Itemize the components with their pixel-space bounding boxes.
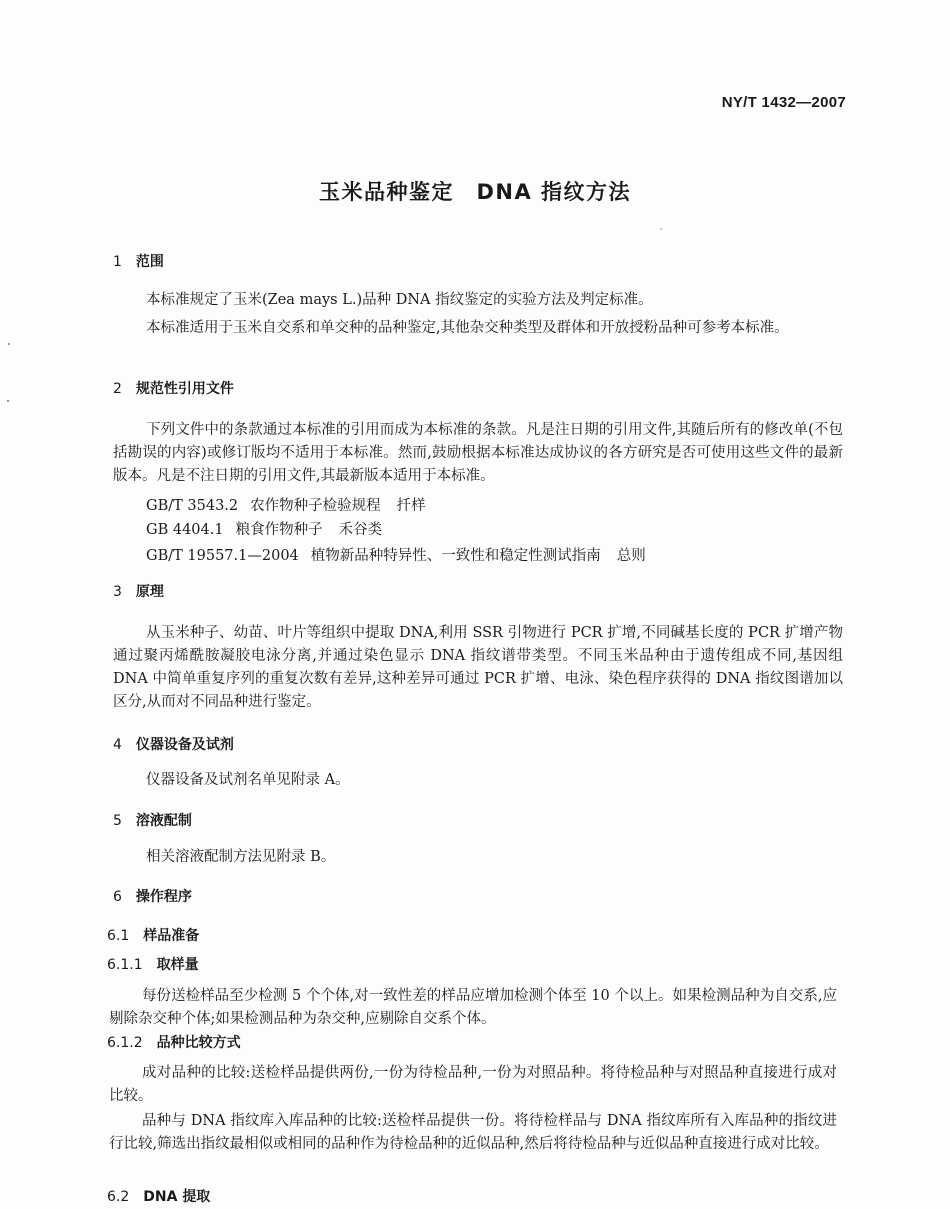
section-number: 4 — [113, 737, 122, 753]
scan-speck — [7, 400, 9, 402]
section-number: 6.2 — [107, 1189, 130, 1205]
reference-item — [146, 544, 646, 565]
section-number: 5 — [113, 813, 122, 829]
section-6-1-1-paragraph-1: 每份送检样品至少检测 5 个个体,对一致性差的样品应增加检测个体至 10 个以上。如果检测品种为自交系,应剔除杂交种个体;如果检测品种为杂交种,应剔除自交系个体。 — [109, 988, 837, 1027]
section-3-paragraph-1: 从玉米种子、幼苗、叶片等组织中提取 DNA,利用 SSR 引物进行 PCR 扩增,不同碱基长度的 PCR 扩增产物通过聚丙烯酰胺凝胶电泳分离,并通过染色显示 DNA 指纹谱带类型。不同玉米品种由于遗传组成不同,基因组 DNA 中简单重复序列的重复次数有差异,这种差异可通过 PCR 扩增、电泳、染色程序获得的 DNA 指纹图谱加以区分,从而对不同品种进行鉴定。 — [113, 625, 843, 710]
section-title: 仪器设备及试剂 — [135, 737, 234, 753]
section-number: 3 — [113, 584, 122, 600]
section-6-heading — [113, 886, 192, 906]
section-title: DNA 提取 — [143, 1189, 211, 1205]
section-number: 6.1 — [107, 928, 130, 944]
section-4-paragraph-1: 仪器设备及试剂名单见附录 A。 — [146, 772, 350, 788]
reference-code: GB/T 19557.1—2004 — [146, 548, 299, 564]
reference-part: 总则 — [616, 548, 646, 564]
section-title: 样品准备 — [143, 928, 200, 944]
section-5-heading — [113, 810, 192, 830]
section-6-1-2-paragraph-1: 成对品种的比较:送检样品提供两份,一份为待检品种,一份为对照品种。将待检品种与对照品种直接进行成对比较。 — [109, 1065, 837, 1104]
section-number: 6.1.1 — [107, 957, 143, 973]
section-6-1-2-paragraph-2: 品种与 DNA 指纹库入库品种的比较:送检样品提供一份。将待检样品与 DNA 指纹库所有入库品种的指纹进行比较,筛选出指纹最相似或相同的品种作为待检品种的近似品种,然后将待检品种与近似品种直接进行成对比较。 — [109, 1113, 837, 1152]
section-title: 规范性引用文件 — [135, 381, 234, 397]
reference-name: 粮食作物种子 — [235, 522, 323, 538]
reference-item — [146, 494, 426, 515]
section-title: 品种比较方式 — [156, 1035, 241, 1051]
section-number: 6 — [113, 889, 122, 905]
section-title: 原理 — [135, 584, 164, 600]
section-6-1-2-heading — [107, 1032, 241, 1052]
section-title: 操作程序 — [135, 889, 192, 905]
section-number: 2 — [113, 381, 122, 397]
section-6-1-1-heading — [107, 954, 199, 974]
reference-name: 农作物种子检验规程 — [250, 498, 381, 514]
section-5-paragraph-1: 相关溶液配制方法见附录 B。 — [146, 849, 336, 865]
reference-part: 扦样 — [396, 498, 426, 514]
scan-speck — [660, 228, 662, 230]
section-title: 取样量 — [156, 957, 199, 973]
reference-part: 禾谷类 — [338, 522, 383, 538]
reference-code: GB 4404.1 — [146, 522, 224, 538]
reference-name: 植物新品种特异性、一致性和稳定性测试指南 — [310, 548, 601, 564]
reference-code: GB/T 3543.2 — [146, 498, 239, 514]
section-2-heading — [113, 378, 234, 398]
section-number: 6.1.2 — [107, 1035, 143, 1051]
section-1-heading — [113, 251, 164, 271]
section-3-heading — [113, 581, 164, 601]
section-1-paragraph-2: 本标准适用于玉米自交系和单交种的品种鉴定,其他杂交种类型及群体和开放授粉品种可参考本标准。 — [146, 320, 789, 336]
section-4-heading — [113, 734, 234, 754]
section-title: 范围 — [135, 254, 164, 270]
standard-code: NY/T 1432—2007 — [721, 94, 846, 111]
section-number: 1 — [113, 254, 122, 270]
section-1-paragraph-1: 本标准规定了玉米(Zea mays L.)品种 DNA 指纹鉴定的实验方法及判定标准。 — [146, 292, 653, 308]
section-title: 溶液配制 — [135, 813, 192, 829]
section-6-2-heading — [107, 1186, 210, 1206]
section-6-1-heading — [107, 925, 199, 945]
section-2-paragraph-1: 下列文件中的条款通过本标准的引用而成为本标准的条款。凡是注日期的引用文件,其随后所有的修改单(不包括勘误的内容)或修订版均不适用于本标准。然而,鼓励根据本标准达成协议的各方研究是否可使用这些文件的最新版本。凡是不注日期的引用文件,其最新版本适用于本标准。 — [113, 422, 843, 484]
reference-item — [146, 518, 382, 539]
scan-speck — [8, 343, 10, 345]
document-title: 玉米品种鉴定 DNA 指纹方法 — [318, 180, 632, 204]
